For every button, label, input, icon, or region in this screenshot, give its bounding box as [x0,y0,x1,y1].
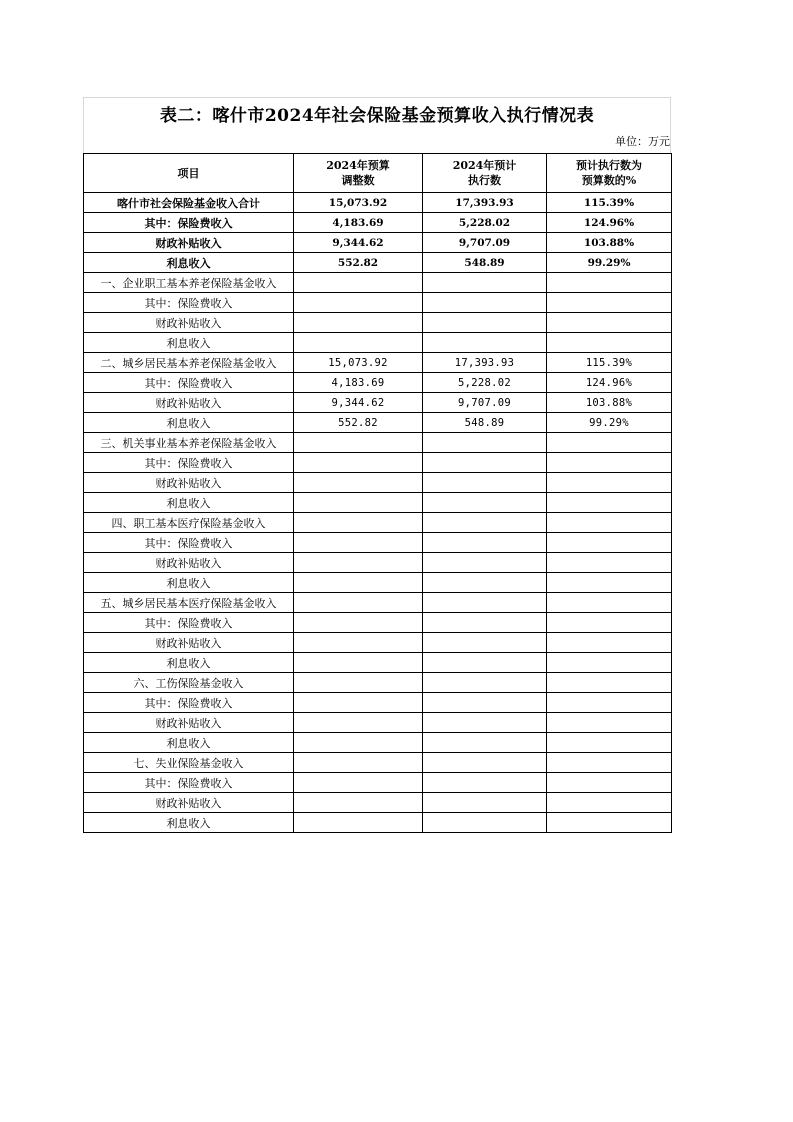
budget-value: 552.82 [294,253,423,273]
budget-value [294,793,423,813]
page-title: 表二：喀什市2024年社会保险基金预算收入执行情况表 [159,105,595,126]
ratio-value: 124.96% [547,373,672,393]
table-row [84,433,672,453]
ratio-value [547,273,672,293]
row-label: 其中：保险费收入 [84,213,294,233]
ratio-value [547,733,672,753]
forecast-value: 5,228.02 [423,213,547,233]
row-label: 利息收入 [84,813,294,833]
table-row [84,593,672,613]
ratio-value: 103.88% [547,393,672,413]
row-label: 其中：保险费收入 [84,533,294,553]
forecast-value [423,633,547,653]
forecast-value [423,593,547,613]
header-row [84,154,672,193]
ratio-value [547,433,672,453]
row-label: 财政补贴收入 [84,313,294,333]
unit-row [83,128,671,153]
row-label: 三、机关事业基本养老保险基金收入 [84,433,294,453]
forecast-value [423,293,547,313]
table-row [84,213,672,233]
ratio-value: 99.29% [547,253,672,273]
budget-value [294,673,423,693]
budget-value: 4,183.69 [294,213,423,233]
budget-value [294,473,423,493]
budget-value [294,313,423,333]
ratio-value [547,593,672,613]
budget-value [294,633,423,653]
forecast-value [423,733,547,753]
row-label: 利息收入 [84,653,294,673]
forecast-value [423,613,547,633]
ratio-value [547,313,672,333]
budget-value: 9,344.62 [294,233,423,253]
row-label: 财政补贴收入 [84,553,294,573]
forecast-value: 17,393.93 [423,353,547,373]
forecast-value [423,653,547,673]
table-row [84,233,672,253]
unit-label: 单位：万元 [615,134,670,148]
row-label: 七、失业保险基金收入 [84,753,294,773]
ratio-value [547,673,672,693]
row-label: 财政补贴收入 [84,633,294,653]
budget-value [294,733,423,753]
row-label: 财政补贴收入 [84,393,294,413]
budget-value [294,613,423,633]
budget-value [294,573,423,593]
row-label: 其中：保险费收入 [84,773,294,793]
forecast-value [423,313,547,333]
forecast-value: 17,393.93 [423,193,547,213]
table-row [84,193,672,213]
budget-value [294,693,423,713]
ratio-value [547,773,672,793]
budget-value [294,713,423,733]
table-row [84,253,672,273]
row-label: 财政补贴收入 [84,233,294,253]
budget-value [294,753,423,773]
budget-value: 15,073.92 [294,193,423,213]
table-row [84,573,672,593]
row-label: 五、城乡居民基本医疗保险基金收入 [84,593,294,613]
row-label: 其中：保险费收入 [84,613,294,633]
forecast-value [423,673,547,693]
table-row [84,333,672,353]
budget-value [294,553,423,573]
row-label: 财政补贴收入 [84,713,294,733]
table-row [84,373,672,393]
row-label: 一、企业职工基本养老保险基金收入 [84,273,294,293]
table-row [84,693,672,713]
forecast-value [423,533,547,553]
budget-value [294,333,423,353]
row-label: 喀什市社会保险基金收入合计 [84,193,294,213]
table-row [84,273,672,293]
budget-value: 552.82 [294,413,423,433]
row-label: 利息收入 [84,253,294,273]
forecast-value [423,333,547,353]
budget-value [294,273,423,293]
forecast-value [423,273,547,293]
spreadsheet-page [83,97,671,833]
budget-value [294,293,423,313]
forecast-value [423,713,547,733]
forecast-value [423,753,547,773]
header-item [84,154,294,193]
header-forecast-line2: 执行数 [468,174,501,187]
table-row [84,653,672,673]
table-row [84,453,672,473]
forecast-value [423,493,547,513]
row-label: 其中：保险费收入 [84,293,294,313]
table-row [84,733,672,753]
table-row [84,773,672,793]
forecast-value [423,793,547,813]
budget-value [294,773,423,793]
budget-value: 4,183.69 [294,373,423,393]
row-label: 其中：保险费收入 [84,373,294,393]
ratio-value [547,493,672,513]
forecast-value [423,693,547,713]
row-label: 其中：保险费收入 [84,453,294,473]
ratio-value [547,753,672,773]
forecast-value [423,433,547,453]
budget-value [294,653,423,673]
ratio-value [547,633,672,653]
header-ratio [547,154,672,193]
forecast-value [423,553,547,573]
ratio-value [547,453,672,473]
row-label: 财政补贴收入 [84,473,294,493]
table-row [84,673,672,693]
row-label: 二、城乡居民基本养老保险基金收入 [84,353,294,373]
budget-value [294,453,423,473]
ratio-value [547,813,672,833]
table-row [84,813,672,833]
table-row [84,513,672,533]
table-row [84,353,672,373]
row-label: 利息收入 [84,413,294,433]
forecast-value: 5,228.02 [423,373,547,393]
header-item-label: 项目 [177,166,200,180]
ratio-value [547,613,672,633]
ratio-value [547,713,672,733]
header-forecast [423,154,547,193]
budget-value: 15,073.92 [294,353,423,373]
revenue-table [83,153,672,833]
table-row [84,533,672,553]
row-label: 财政补贴收入 [84,793,294,813]
row-label: 四、职工基本医疗保险基金收入 [84,513,294,533]
ratio-value [547,473,672,493]
forecast-value [423,513,547,533]
budget-value [294,533,423,553]
forecast-value [423,773,547,793]
ratio-value [547,513,672,533]
ratio-value [547,533,672,553]
ratio-value [547,573,672,593]
header-budget [294,154,423,193]
row-label: 利息收入 [84,493,294,513]
forecast-value [423,573,547,593]
forecast-value [423,453,547,473]
table-row [84,613,672,633]
row-label: 其中：保险费收入 [84,693,294,713]
table-row [84,793,672,813]
forecast-value [423,813,547,833]
row-label: 六、工伤保险基金收入 [84,673,294,693]
table-row [84,553,672,573]
table-row [84,393,672,413]
row-label: 利息收入 [84,333,294,353]
table-body [84,193,672,833]
forecast-value: 548.89 [423,253,547,273]
table-row [84,713,672,733]
ratio-value: 124.96% [547,213,672,233]
table-row [84,633,672,653]
header-budget-line2: 调整数 [341,174,375,187]
ratio-value: 99.29% [547,413,672,433]
header-ratio-line2: 预算数的% [581,174,637,187]
forecast-value [423,473,547,493]
budget-value: 9,344.62 [294,393,423,413]
ratio-value [547,293,672,313]
table-row [84,753,672,773]
title-row [83,97,671,128]
table-row [84,493,672,513]
table-row [84,293,672,313]
budget-value [294,593,423,613]
budget-value [294,493,423,513]
header-budget-line1: 2024年预算 [326,159,390,172]
ratio-value: 115.39% [547,193,672,213]
header-ratio-line1: 预计执行数为 [576,159,642,172]
ratio-value [547,553,672,573]
forecast-value: 9,707.09 [423,233,547,253]
ratio-value [547,693,672,713]
ratio-value [547,333,672,353]
ratio-value: 103.88% [547,233,672,253]
budget-value [294,513,423,533]
budget-value [294,433,423,453]
table-row [84,313,672,333]
table-row [84,473,672,493]
row-label: 利息收入 [84,573,294,593]
ratio-value [547,653,672,673]
row-label: 利息收入 [84,733,294,753]
ratio-value [547,793,672,813]
budget-value [294,813,423,833]
header-forecast-line1: 2024年预计 [452,159,517,172]
ratio-value: 115.39% [547,353,672,373]
forecast-value: 548.89 [423,413,547,433]
forecast-value: 9,707.09 [423,393,547,413]
table-row [84,413,672,433]
